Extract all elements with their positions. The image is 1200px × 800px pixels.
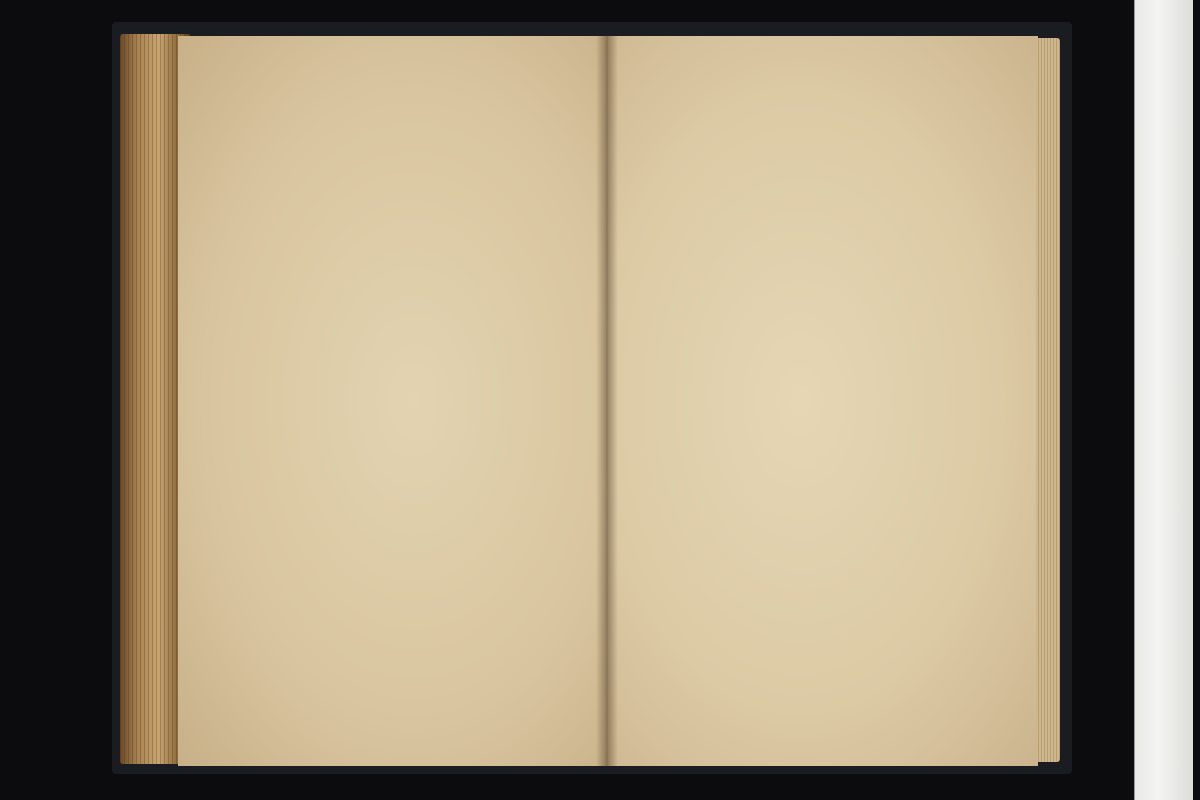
book-gutter xyxy=(596,36,618,766)
page-block-edge xyxy=(1036,38,1060,762)
right-page xyxy=(606,36,1038,766)
measuring-ruler xyxy=(1134,0,1193,800)
left-page xyxy=(178,36,606,766)
